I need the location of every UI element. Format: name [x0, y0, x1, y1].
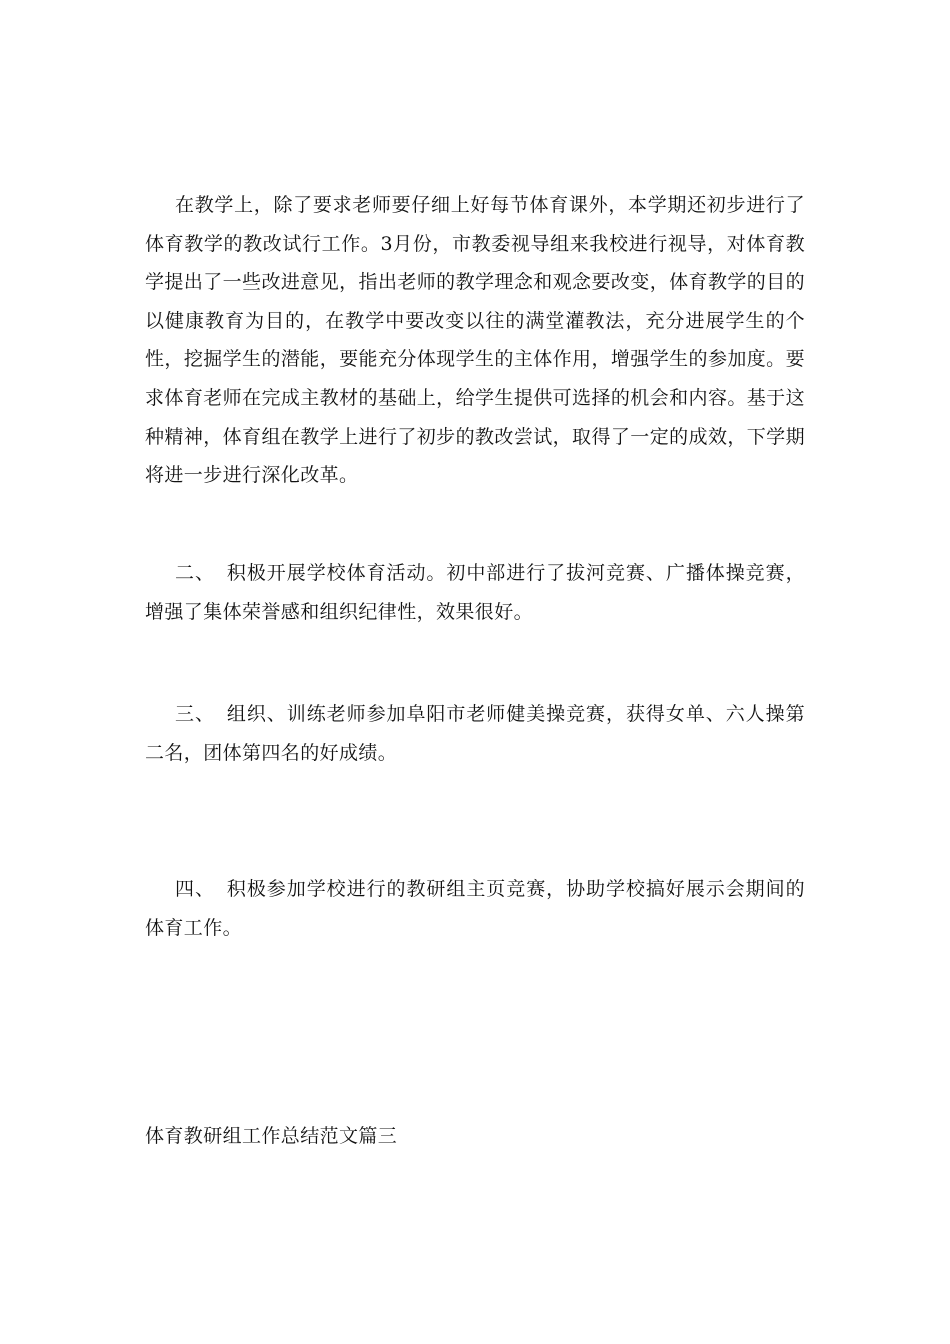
list-item-3-number: 三、 [175, 703, 215, 725]
list-item-4 [145, 870, 805, 947]
list-item-3 [145, 695, 805, 772]
list-item-2-text: 积极开展学校体育活动。初中部进行了拔河竞赛、广播体操竞赛，增强了集体荣誉感和组织纪律性，效果很好。 [145, 562, 805, 623]
list-item-2 [145, 554, 805, 631]
paragraph-teaching-reform: 在教学上，除了要求老师要仔细上好每节体育课外，本学期还初步进行了体育教学的教改试行工作。3月份，市教委视导组来我校进行视导，对体育教学提出了一些改进意见，指出老师的教学理念和观念要改变，体育教学的目的以健康教育为目的，在教学中要改变以往的满堂灌教法，充分进展学生的个性，挖掘学生的潜能，要能充分体现学生的主体作用，增强学生的参加度。要求体育老师在完成主教材的基础上，给学生提供可选择的机会和内容。基于这种精神，体育组在教学上进行了初步的教改尝试，取得了一定的成效，下学期将进一步进行深化改革。 [145, 194, 805, 487]
list-item-4-number: 四、 [175, 878, 215, 900]
list-item-4-text: 积极参加学校进行的教研组主页竞赛，协助学校搞好展示会期间的体育工作。 [145, 878, 805, 939]
list-item-3-text: 组织、训练老师参加阜阳市老师健美操竞赛，获得女单、六人操第二名，团体第四名的好成绩。 [145, 703, 805, 764]
section-heading: 体育教研组工作总结范文篇三 [145, 1125, 398, 1147]
list-item-2-number: 二、 [175, 562, 215, 584]
